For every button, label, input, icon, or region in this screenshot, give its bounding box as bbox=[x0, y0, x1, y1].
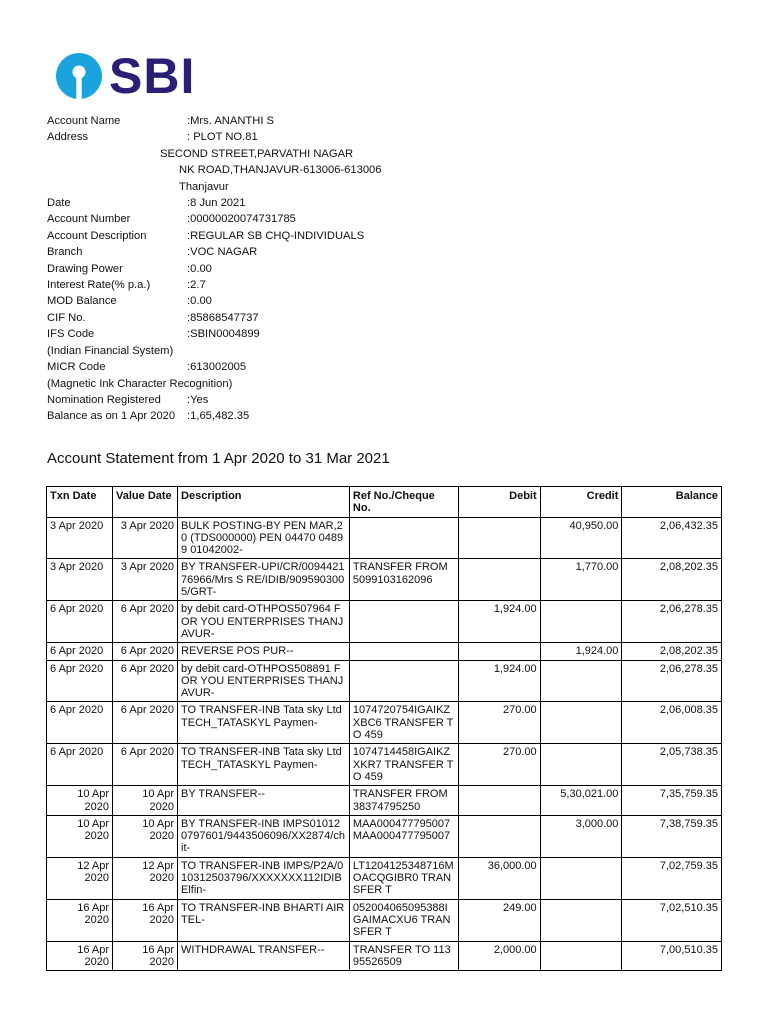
cell-description: BY TRANSFER-INB IMPS010120797601/9443506096/XX2874/chit- bbox=[178, 815, 350, 857]
account-info-label: Branch bbox=[47, 246, 83, 259]
cell-description: TO TRANSFER-INB BHARTI AIRTEL- bbox=[178, 899, 350, 941]
account-info-row bbox=[47, 343, 382, 359]
cell-debit bbox=[458, 643, 540, 660]
account-info-label: Nomination Registered bbox=[47, 393, 161, 406]
cell-credit: 3,000.00 bbox=[540, 815, 622, 857]
account-info bbox=[47, 113, 382, 425]
account-info-row bbox=[47, 211, 382, 227]
cell-txn-date: 16 Apr 2020 bbox=[47, 941, 113, 971]
account-info-value: :1,65,482.35 bbox=[187, 410, 250, 423]
cell-description: TO TRANSFER-INB IMPS/P2A/010312503796/XXXXXXX112IDIBElfin- bbox=[178, 857, 350, 899]
cell-debit: 2,000.00 bbox=[458, 941, 540, 971]
cell-description: BULK POSTING-BY PEN MAR,20 (TDS000000) PEN 04470 04899 01042002- bbox=[178, 517, 350, 559]
account-info-row bbox=[47, 244, 382, 260]
cell-value-date: 6 Apr 2020 bbox=[113, 702, 178, 744]
sbi-logo-text: SBI bbox=[109, 48, 196, 104]
cell-description: BY TRANSFER-UPI/CR/009442176966/Mrs S RE/IDIB/9095903005/GRT- bbox=[178, 559, 350, 601]
account-info-row bbox=[47, 228, 382, 244]
cell-balance: 2,08,202.35 bbox=[622, 643, 722, 660]
account-info-row bbox=[47, 277, 382, 293]
account-info-label: Balance as on 1 Apr 2020 bbox=[47, 410, 176, 423]
cell-value-date: 6 Apr 2020 bbox=[113, 744, 178, 786]
cell-ref-no: 1074714458IGAIKZXKR7 TRANSFER TO 459 bbox=[349, 744, 458, 786]
cell-txn-date: 6 Apr 2020 bbox=[47, 744, 113, 786]
cell-credit bbox=[540, 857, 622, 899]
account-info-label: Interest Rate(% p.a.) bbox=[47, 279, 151, 292]
cell-txn-date: 6 Apr 2020 bbox=[47, 601, 113, 643]
cell-credit: 1,924.00 bbox=[540, 643, 622, 660]
account-info-value: :Mrs. ANANTHI S bbox=[187, 115, 275, 127]
account-info-value: Thanjavur bbox=[179, 180, 229, 193]
cell-ref-no bbox=[349, 601, 458, 643]
cell-balance: 7,02,510.35 bbox=[622, 899, 722, 941]
cell-balance: 2,06,008.35 bbox=[622, 702, 722, 744]
cell-balance: 2,06,278.35 bbox=[622, 601, 722, 643]
account-info-label: IFS Code bbox=[47, 328, 95, 341]
table-row bbox=[47, 702, 722, 744]
account-info-value: :Yes bbox=[187, 393, 209, 406]
table-row bbox=[47, 643, 722, 660]
cell-credit bbox=[540, 702, 622, 744]
table-row bbox=[47, 559, 722, 601]
account-info-row bbox=[47, 326, 382, 342]
cell-credit bbox=[540, 744, 622, 786]
account-info-label: Address bbox=[47, 131, 89, 144]
cell-debit bbox=[458, 559, 540, 601]
cell-txn-date: 12 Apr 2020 bbox=[47, 857, 113, 899]
cell-balance: 2,08,202.35 bbox=[622, 559, 722, 601]
cell-ref-no: LT1204125348716MOACQGIBR0 TRANSFER T bbox=[349, 857, 458, 899]
account-info-row bbox=[47, 408, 382, 424]
header-value-date: Value Date bbox=[113, 487, 178, 518]
account-info-row bbox=[47, 146, 382, 162]
cell-debit: 249.00 bbox=[458, 899, 540, 941]
transactions-table bbox=[46, 486, 722, 971]
cell-value-date: 6 Apr 2020 bbox=[113, 660, 178, 702]
cell-balance: 7,38,759.35 bbox=[622, 815, 722, 857]
account-info-value: :00000020074731785 bbox=[187, 213, 296, 226]
cell-txn-date: 10 Apr 2020 bbox=[47, 786, 113, 816]
cell-txn-date: 3 Apr 2020 bbox=[47, 517, 113, 559]
account-info-label: MOD Balance bbox=[47, 295, 117, 308]
account-info-value: :VOC NAGAR bbox=[187, 246, 258, 259]
cell-txn-date: 16 Apr 2020 bbox=[47, 899, 113, 941]
header-debit: Debit bbox=[458, 487, 540, 518]
cell-ref-no: 052004065095388IGAIMACXU6 TRANSFER T bbox=[349, 899, 458, 941]
cell-debit: 270.00 bbox=[458, 744, 540, 786]
cell-credit bbox=[540, 899, 622, 941]
cell-description: REVERSE POS PUR-- bbox=[178, 643, 350, 660]
cell-balance: 2,06,278.35 bbox=[622, 660, 722, 702]
account-info-value: :REGULAR SB CHQ-INDIVIDUALS bbox=[187, 229, 365, 242]
header-ref-no: Ref No./Cheque No. bbox=[349, 487, 458, 518]
cell-debit: 36,000.00 bbox=[458, 857, 540, 899]
cell-txn-date: 6 Apr 2020 bbox=[47, 702, 113, 744]
account-info-row bbox=[47, 195, 382, 211]
table-row bbox=[47, 941, 722, 971]
cell-txn-date: 6 Apr 2020 bbox=[47, 643, 113, 660]
cell-value-date: 16 Apr 2020 bbox=[113, 899, 178, 941]
table-row bbox=[47, 899, 722, 941]
account-info-row bbox=[47, 129, 382, 145]
account-info-label: Account Description bbox=[47, 229, 147, 242]
account-info-value: :2.7 bbox=[187, 279, 206, 292]
header-txn-date: Txn Date bbox=[47, 487, 113, 518]
transactions-body bbox=[47, 517, 722, 971]
account-info-value: :613002005 bbox=[187, 361, 247, 374]
cell-debit: 1,924.00 bbox=[458, 601, 540, 643]
cell-ref-no bbox=[349, 660, 458, 702]
cell-credit: 5,30,021.00 bbox=[540, 786, 622, 816]
sbi-logo-icon bbox=[55, 52, 103, 100]
account-info-row bbox=[47, 392, 382, 408]
account-info-value: :8 Jun 2021 bbox=[187, 197, 246, 210]
account-info-label: Account Name bbox=[47, 115, 121, 127]
cell-ref-no: TRANSFER FROM 5099103162096 bbox=[349, 559, 458, 601]
header-description: Description bbox=[178, 487, 350, 518]
cell-value-date: 3 Apr 2020 bbox=[113, 559, 178, 601]
account-info-row bbox=[47, 261, 382, 277]
cell-description: by debit card-OTHPOS507964 FOR YOU ENTERPRISES THANJAVUR- bbox=[178, 601, 350, 643]
cell-value-date: 12 Apr 2020 bbox=[113, 857, 178, 899]
cell-txn-date: 6 Apr 2020 bbox=[47, 660, 113, 702]
account-info-label: CIF No. bbox=[47, 311, 86, 324]
cell-debit: 1,924.00 bbox=[458, 660, 540, 702]
cell-debit bbox=[458, 517, 540, 559]
account-info-row bbox=[47, 359, 382, 375]
cell-credit bbox=[540, 941, 622, 971]
cell-balance: 7,00,510.35 bbox=[622, 941, 722, 971]
account-info-row bbox=[47, 113, 382, 129]
cell-ref-no: 1074720754IGAIKZXBC6 TRANSFER TO 459 bbox=[349, 702, 458, 744]
cell-description: TO TRANSFER-INB Tata sky Ltd TECH_TATASKYL Paymen- bbox=[178, 744, 350, 786]
account-info-label: Date bbox=[47, 197, 71, 210]
cell-credit: 1,770.00 bbox=[540, 559, 622, 601]
header-credit: Credit bbox=[540, 487, 622, 518]
cell-balance: 2,06,432.35 bbox=[622, 517, 722, 559]
cell-value-date: 6 Apr 2020 bbox=[113, 643, 178, 660]
cell-description: TO TRANSFER-INB Tata sky Ltd TECH_TATASKYL Paymen- bbox=[178, 702, 350, 744]
cell-ref-no: MAA000477795007 MAA000477795007 bbox=[349, 815, 458, 857]
cell-description: by debit card-OTHPOS508891 FOR YOU ENTERPRISES THANJAVUR- bbox=[178, 660, 350, 702]
account-info-row bbox=[47, 179, 382, 195]
table-row bbox=[47, 517, 722, 559]
table-row bbox=[47, 786, 722, 816]
account-info-label: (Indian Financial System) bbox=[47, 344, 174, 357]
statement-title: Account Statement from 1 Apr 2020 to 31 Mar 2021 bbox=[47, 450, 390, 467]
cell-ref-no bbox=[349, 517, 458, 559]
cell-ref-no: TRANSFER TO 11395526509 bbox=[349, 941, 458, 971]
account-info-value: SECOND STREET,PARVATHI NAGAR bbox=[160, 147, 354, 160]
cell-ref-no bbox=[349, 643, 458, 660]
account-info-row bbox=[47, 162, 382, 178]
account-info-label: (Magnetic Ink Character Recognition) bbox=[47, 377, 233, 390]
account-info-value: :85868547737 bbox=[187, 311, 259, 324]
cell-balance: 7,35,759.35 bbox=[622, 786, 722, 816]
account-info-value: :SBIN0004899 bbox=[187, 328, 260, 341]
cell-credit: 40,950.00 bbox=[540, 517, 622, 559]
table-row bbox=[47, 857, 722, 899]
cell-description: BY TRANSFER-- bbox=[178, 786, 350, 816]
account-info-row bbox=[47, 310, 382, 326]
cell-balance: 2,05,738.35 bbox=[622, 744, 722, 786]
cell-value-date: 10 Apr 2020 bbox=[113, 815, 178, 857]
cell-debit bbox=[458, 815, 540, 857]
cell-value-date: 3 Apr 2020 bbox=[113, 517, 178, 559]
cell-balance: 7,02,759.35 bbox=[622, 857, 722, 899]
table-header-row bbox=[47, 487, 722, 518]
account-info-row bbox=[47, 376, 382, 392]
header-balance: Balance bbox=[622, 487, 722, 518]
account-info-row bbox=[47, 293, 382, 309]
cell-debit: 270.00 bbox=[458, 702, 540, 744]
cell-value-date: 6 Apr 2020 bbox=[113, 601, 178, 643]
account-info-value: :0.00 bbox=[187, 262, 212, 275]
cell-txn-date: 3 Apr 2020 bbox=[47, 559, 113, 601]
cell-value-date: 10 Apr 2020 bbox=[113, 786, 178, 816]
cell-value-date: 16 Apr 2020 bbox=[113, 941, 178, 971]
cell-ref-no: TRANSFER FROM 38374795250 bbox=[349, 786, 458, 816]
account-info-label: MICR Code bbox=[47, 361, 106, 374]
cell-txn-date: 10 Apr 2020 bbox=[47, 815, 113, 857]
account-info-label: Account Number bbox=[47, 213, 131, 226]
account-info-value: NK ROAD,THANJAVUR-613006-613006 bbox=[179, 164, 382, 177]
account-info-value: :0.00 bbox=[187, 295, 212, 308]
table-row bbox=[47, 660, 722, 702]
table-row bbox=[47, 815, 722, 857]
table-row bbox=[47, 601, 722, 643]
sbi-logo bbox=[55, 48, 196, 104]
account-info-value: : PLOT NO.81 bbox=[187, 131, 258, 144]
cell-debit bbox=[458, 786, 540, 816]
cell-credit bbox=[540, 601, 622, 643]
account-info-label: Drawing Power bbox=[47, 262, 123, 275]
cell-credit bbox=[540, 660, 622, 702]
table-row bbox=[47, 744, 722, 786]
cell-description: WITHDRAWAL TRANSFER-- bbox=[178, 941, 350, 971]
